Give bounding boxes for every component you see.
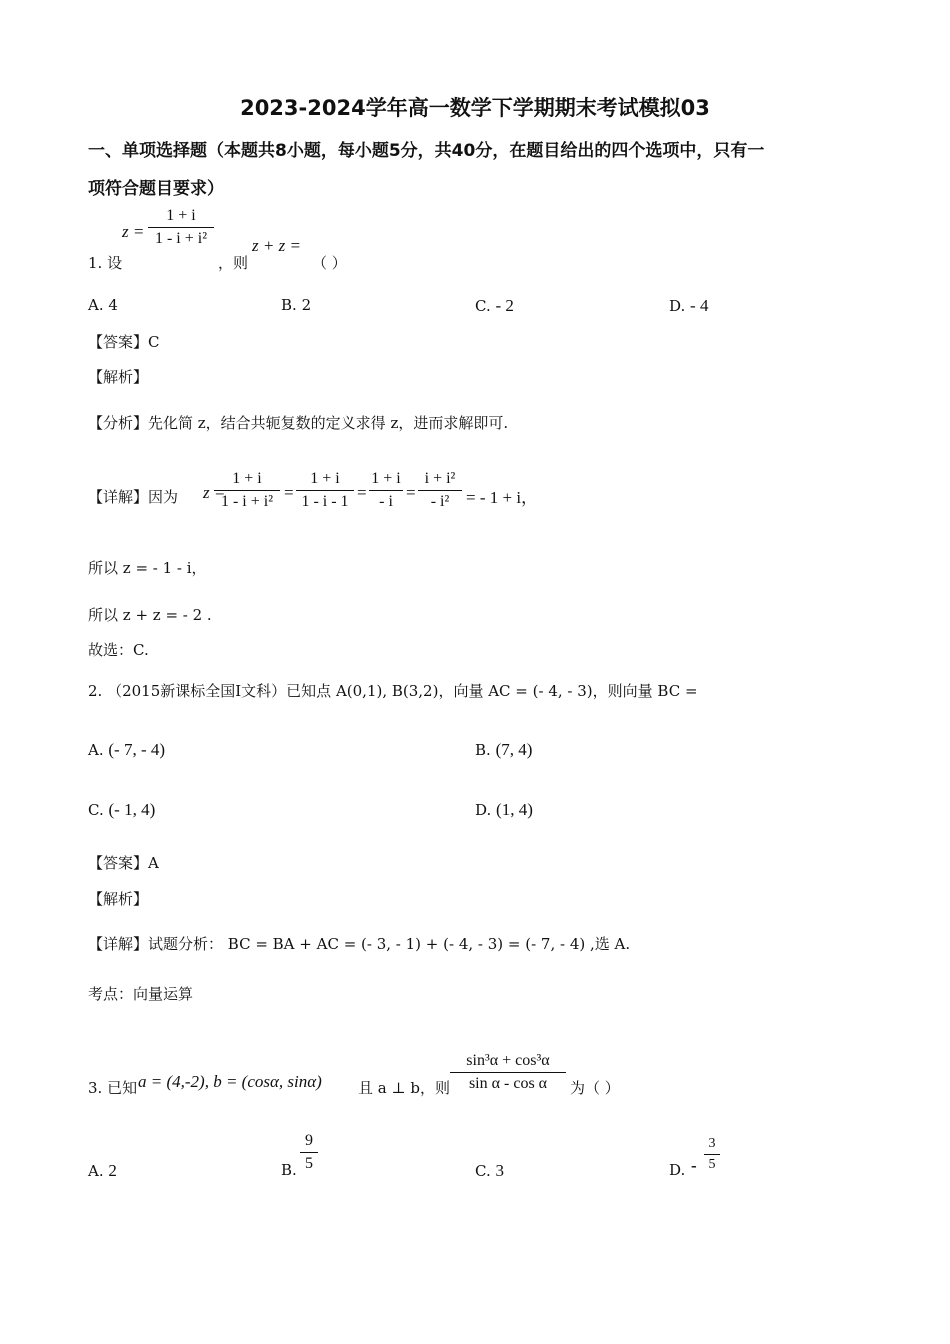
q1-option-a[interactable]: A. 4	[88, 296, 118, 314]
q1-answer: 【答案】C	[88, 333, 160, 351]
q3-prefix: 3. 已知	[88, 1079, 138, 1097]
q3-cond: 且 a ⊥ b，则	[358, 1079, 450, 1097]
q1-frac-den: 1 - i + i²	[154, 230, 208, 247]
q3-option-b-frac[interactable]: 9 5	[300, 1132, 318, 1173]
q3-option-d-label[interactable]: D.	[669, 1161, 686, 1179]
q1-detail-frac-4: i + i² - i²	[418, 470, 462, 511]
section-heading-line1: 一、单项选择题（本题共8小题，每小题5分，共40分，在题目给出的四个选项中，只有一	[88, 141, 765, 161]
q1-analysis-head: 【解析】	[88, 368, 149, 386]
q1-frac-num: 1 + i	[166, 207, 196, 224]
q1-option-d[interactable]: D. - 4	[669, 296, 709, 315]
q1-fraction	[148, 207, 214, 248]
q1-detail-z: z =	[203, 483, 226, 502]
q2-option-a[interactable]: A. (- 7, - 4)	[88, 740, 166, 759]
q2-detail: 【详解】试题分析： BC = BA + AC = (- 3, - 1) + (- 4, - 3) = (- 7, - 4) ,选 A.	[88, 935, 631, 953]
q3-option-c[interactable]: C. 3	[475, 1161, 504, 1180]
q2-answer: 【答案】A	[88, 854, 159, 872]
q3-suffix: 为（ ）	[570, 1079, 620, 1097]
q1-detail-frac-3: 1 + i - i	[369, 470, 403, 511]
q2-option-d[interactable]: D. (1, 4)	[475, 800, 533, 819]
q1-then: ，则	[218, 254, 249, 272]
q3-option-b-label[interactable]: B.	[281, 1161, 297, 1179]
q1-option-b[interactable]: B. 2	[281, 296, 312, 314]
q1-prefix: 1. 设	[88, 254, 123, 272]
q3-option-d-sign: -	[691, 1156, 697, 1175]
eq-sign: =	[357, 483, 367, 502]
eq-sign: =	[406, 483, 416, 502]
q1-expr: z + z =	[252, 236, 301, 255]
q1-conclusion: 故选：C.	[88, 641, 149, 659]
q1-line-conj: 所以 z = - 1 - i，	[88, 559, 207, 577]
q1-detail-frac-1: 1 + i 1 - i + i²	[214, 470, 280, 511]
page-title: 2023-2024学年高一数学下学期期末考试模拟03	[240, 96, 710, 120]
section-heading-line2: 项符合题目要求）	[88, 179, 224, 199]
q1-detail-prefix: 【详解】因为	[88, 488, 179, 506]
q2-analysis-head: 【解析】	[88, 890, 149, 908]
q3-fraction: sin³α + cos³α sin α - cos α	[450, 1052, 566, 1093]
q2-stem: 2. （2015新课标全国Ⅰ文科）已知点 A(0,1), B(3,2)，向量 AC = (- 4, - 3)，则向量 BC =	[88, 682, 698, 700]
q2-option-c[interactable]: C. (- 1, 4)	[88, 800, 156, 819]
eq-sign: =	[284, 483, 294, 502]
q1-paren: （ ）	[312, 254, 347, 272]
q2-option-b[interactable]: B. (7, 4)	[475, 740, 533, 759]
q3-vectors: a = (4,-2), b = (cosα, sinα)	[138, 1072, 322, 1091]
q3-option-d-frac[interactable]: 3 5	[704, 1136, 720, 1173]
q1-fenxi: 【分析】先化简 z，结合共轭复数的定义求得 z，进而求解即可.	[88, 414, 509, 432]
q3-option-a[interactable]: A. 2	[88, 1161, 117, 1180]
q1-line-sum: 所以 z + z = - 2 .	[88, 606, 212, 624]
q1-option-c[interactable]: C. - 2	[475, 296, 514, 315]
q1-detail-frac-2: 1 + i 1 - i - 1	[296, 470, 354, 511]
q1-z-eq: z =	[122, 222, 145, 241]
q2-kaodian: 考点：向量运算	[88, 985, 194, 1003]
q1-detail-result: = - 1 + i，	[466, 488, 539, 507]
